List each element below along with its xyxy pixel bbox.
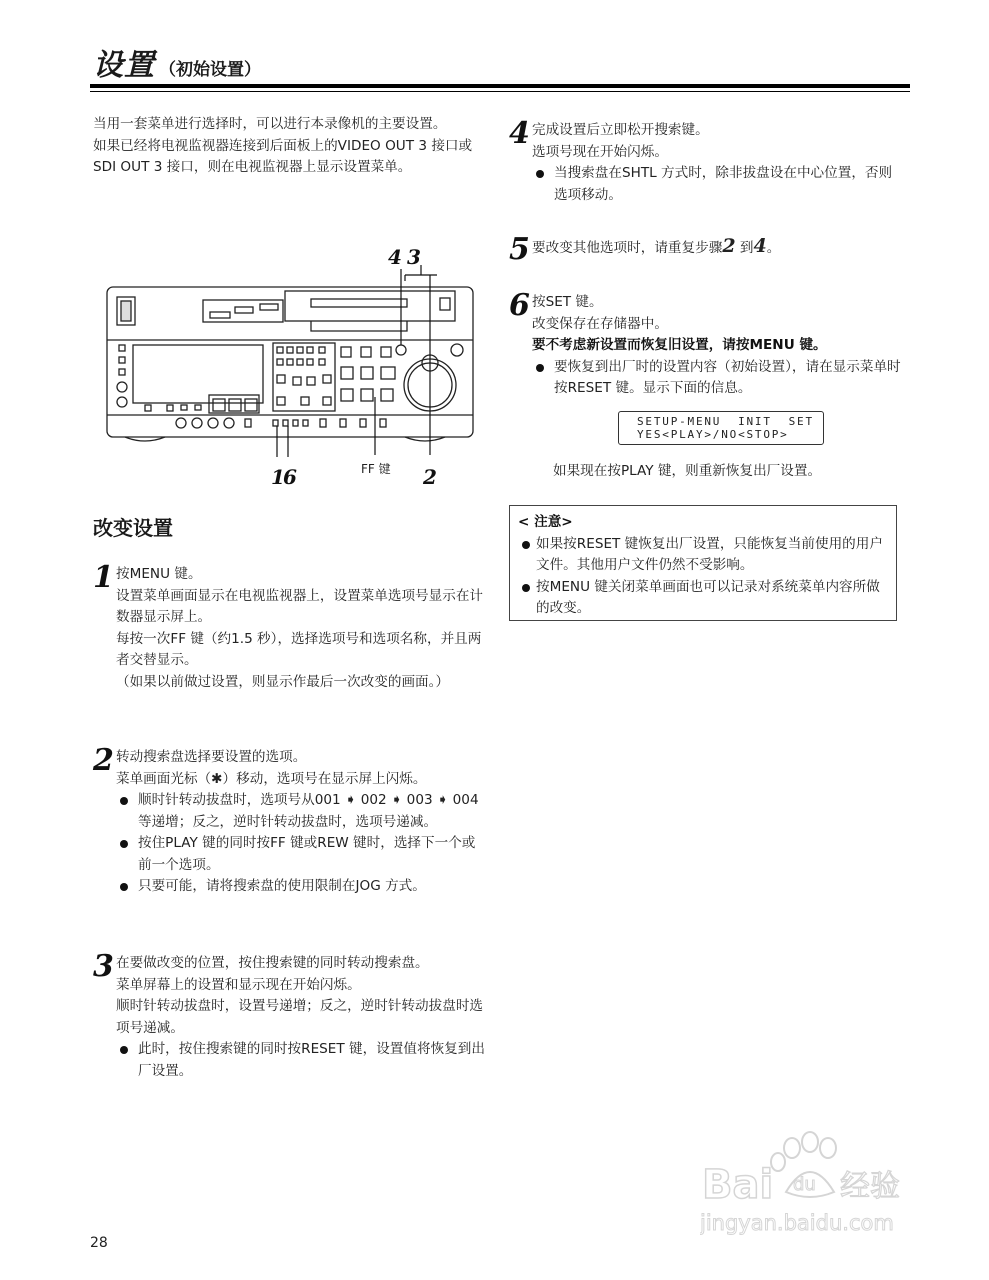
bullet-item: 按住PLAY 键的同时按FF 键或REW 键时，选择下一个或前一个选项。 xyxy=(116,833,485,876)
step-6-after-text: 如果现在按PLAY 键，则重新恢复出厂设置。 xyxy=(553,463,822,479)
baidu-paw-icon xyxy=(700,1130,940,1250)
note-box xyxy=(509,505,897,621)
step-number: 1 xyxy=(93,560,114,595)
note-bullet: 如果按RESET 键恢复出厂设置，只能恢复当前使用的用户文件。其他用户文件仍然不受影响。 xyxy=(518,534,888,577)
step-number: 6 xyxy=(509,288,530,323)
section-heading: 改变设置 xyxy=(93,516,173,540)
step-line: 在要做改变的位置，按住搜索键的同时转动搜索盘。 xyxy=(116,955,429,971)
step-line xyxy=(532,236,901,260)
step-line: 顺时针转动拔盘时，设置号递增；反之，逆时针转动拔盘时选项号递减。 xyxy=(116,998,484,1036)
step-2 xyxy=(93,743,485,898)
step-line: 完成设置后立即松开搜索键。 xyxy=(532,122,709,138)
step-ref-4: 4 xyxy=(753,235,767,257)
header-rule-thin xyxy=(90,91,910,92)
callout-step-6: 6 xyxy=(283,465,297,489)
message-line-1: SETUP-MENU INIT SET xyxy=(637,415,814,428)
step-5-end: 。 xyxy=(766,240,781,256)
step-line: （如果以前做过设置，则显示作最后一次改变的画面。） xyxy=(116,673,450,690)
note-bullet: 按MENU 键关闭菜单画面也可以记录对系统菜单内容所做的改变。 xyxy=(518,577,888,620)
step-6 xyxy=(509,288,901,400)
step-number: 2 xyxy=(93,743,114,778)
note-title: < 注意> xyxy=(518,514,573,530)
message-line-2: YES<PLAY>/NO<STOP> xyxy=(637,428,789,441)
page-number: 28 xyxy=(90,1235,108,1251)
step-bold-line: 要不考虑新设置而恢复旧设置，请按MENU 键。 xyxy=(532,337,827,353)
svg-text:经验: 经验 xyxy=(840,1169,900,1204)
baidu-watermark xyxy=(700,1130,940,1250)
step-line: 改变保存在存储器中。 xyxy=(532,315,668,332)
bullet-item: 此时，按住搜索键的同时按RESET 键，设置值将恢复到出厂设置。 xyxy=(116,1039,485,1082)
step-line: 每按一次FF 键（约1.5 秒），选择选项号和选项名称，并且两者交替显示。 xyxy=(116,630,482,668)
svg-text:jingyan.baidu.com: jingyan.baidu.com xyxy=(700,1211,894,1235)
callout-step-1: 1 xyxy=(271,465,285,489)
menu-message-box xyxy=(618,411,824,445)
page-title xyxy=(93,40,261,84)
step-5-text: 要改变其他选项时，请重复步骤 xyxy=(532,240,723,256)
bullet-item: 要恢复到出厂时的设置内容（初始设置），请在显示菜单时按RESET 键。显示下面的信息。 xyxy=(532,357,901,400)
step-1 xyxy=(93,560,485,693)
bullet-item: 只要可能，请将搜索盘的使用限制在JOG 方式。 xyxy=(116,876,485,898)
intro-text xyxy=(93,114,485,179)
step-3 xyxy=(93,949,485,1082)
step-line: 转动搜索盘选择要设置的选项。 xyxy=(116,749,307,765)
step-number: 5 xyxy=(509,232,530,267)
step-line: 选项号现在开始闪烁。 xyxy=(532,143,668,160)
vtr-illustration xyxy=(105,245,480,490)
step-line: 菜单屏幕上的设置和显示现在开始闪烁。 xyxy=(116,976,361,993)
step-line: 菜单画面光标（✱）移动，选项号在显示屏上闪烁。 xyxy=(116,770,427,787)
title-main: 设置 xyxy=(93,48,155,83)
step-5 xyxy=(509,232,901,267)
step-line: 按SET 键。 xyxy=(532,294,603,310)
step-line: 按MENU 键。 xyxy=(116,566,202,582)
step-ref-2: 2 xyxy=(722,235,736,257)
bullet-item: 顺时针转动拔盘时，选项号从001 ➧ 002 ➧ 003 ➧ 004 等递增；反之，逆时针转动拔盘时，选项号递减。 xyxy=(116,790,485,833)
svg-text:du: du xyxy=(793,1174,816,1195)
bullet-item: 当搜索盘在SHTL 方式时，除非拔盘设在中心位置，否则选项移动。 xyxy=(532,163,901,206)
step-number: 3 xyxy=(93,949,114,984)
intro-para-2: 如果已经将电视监视器连接到后面板上的VIDEO OUT 3 接口或SDI OUT 3 接口，则在电视监视器上显示设置菜单。 xyxy=(93,137,473,175)
ff-key-label: FF 键 xyxy=(361,462,391,476)
step-number: 4 xyxy=(509,116,530,151)
device-front-panel-diagram xyxy=(105,245,480,490)
watermark-brand: Bai xyxy=(702,1162,774,1208)
callout-step-2: 2 xyxy=(423,465,437,489)
title-subtitle: （初始设置） xyxy=(159,60,261,80)
intro-para-1: 当用一套菜单进行选择时，可以进行本录像机的主要设置。 xyxy=(93,116,447,132)
step-4 xyxy=(509,116,901,206)
step-line: 设置菜单画面显示在电视监视器上，设置菜单选项号显示在计数器显示屏上。 xyxy=(116,587,484,625)
callout-step-4: 4 xyxy=(388,245,402,269)
header-rule-thick xyxy=(90,84,910,88)
step-5-mid: 到 xyxy=(735,240,754,256)
callout-step-3: 3 xyxy=(407,245,421,269)
